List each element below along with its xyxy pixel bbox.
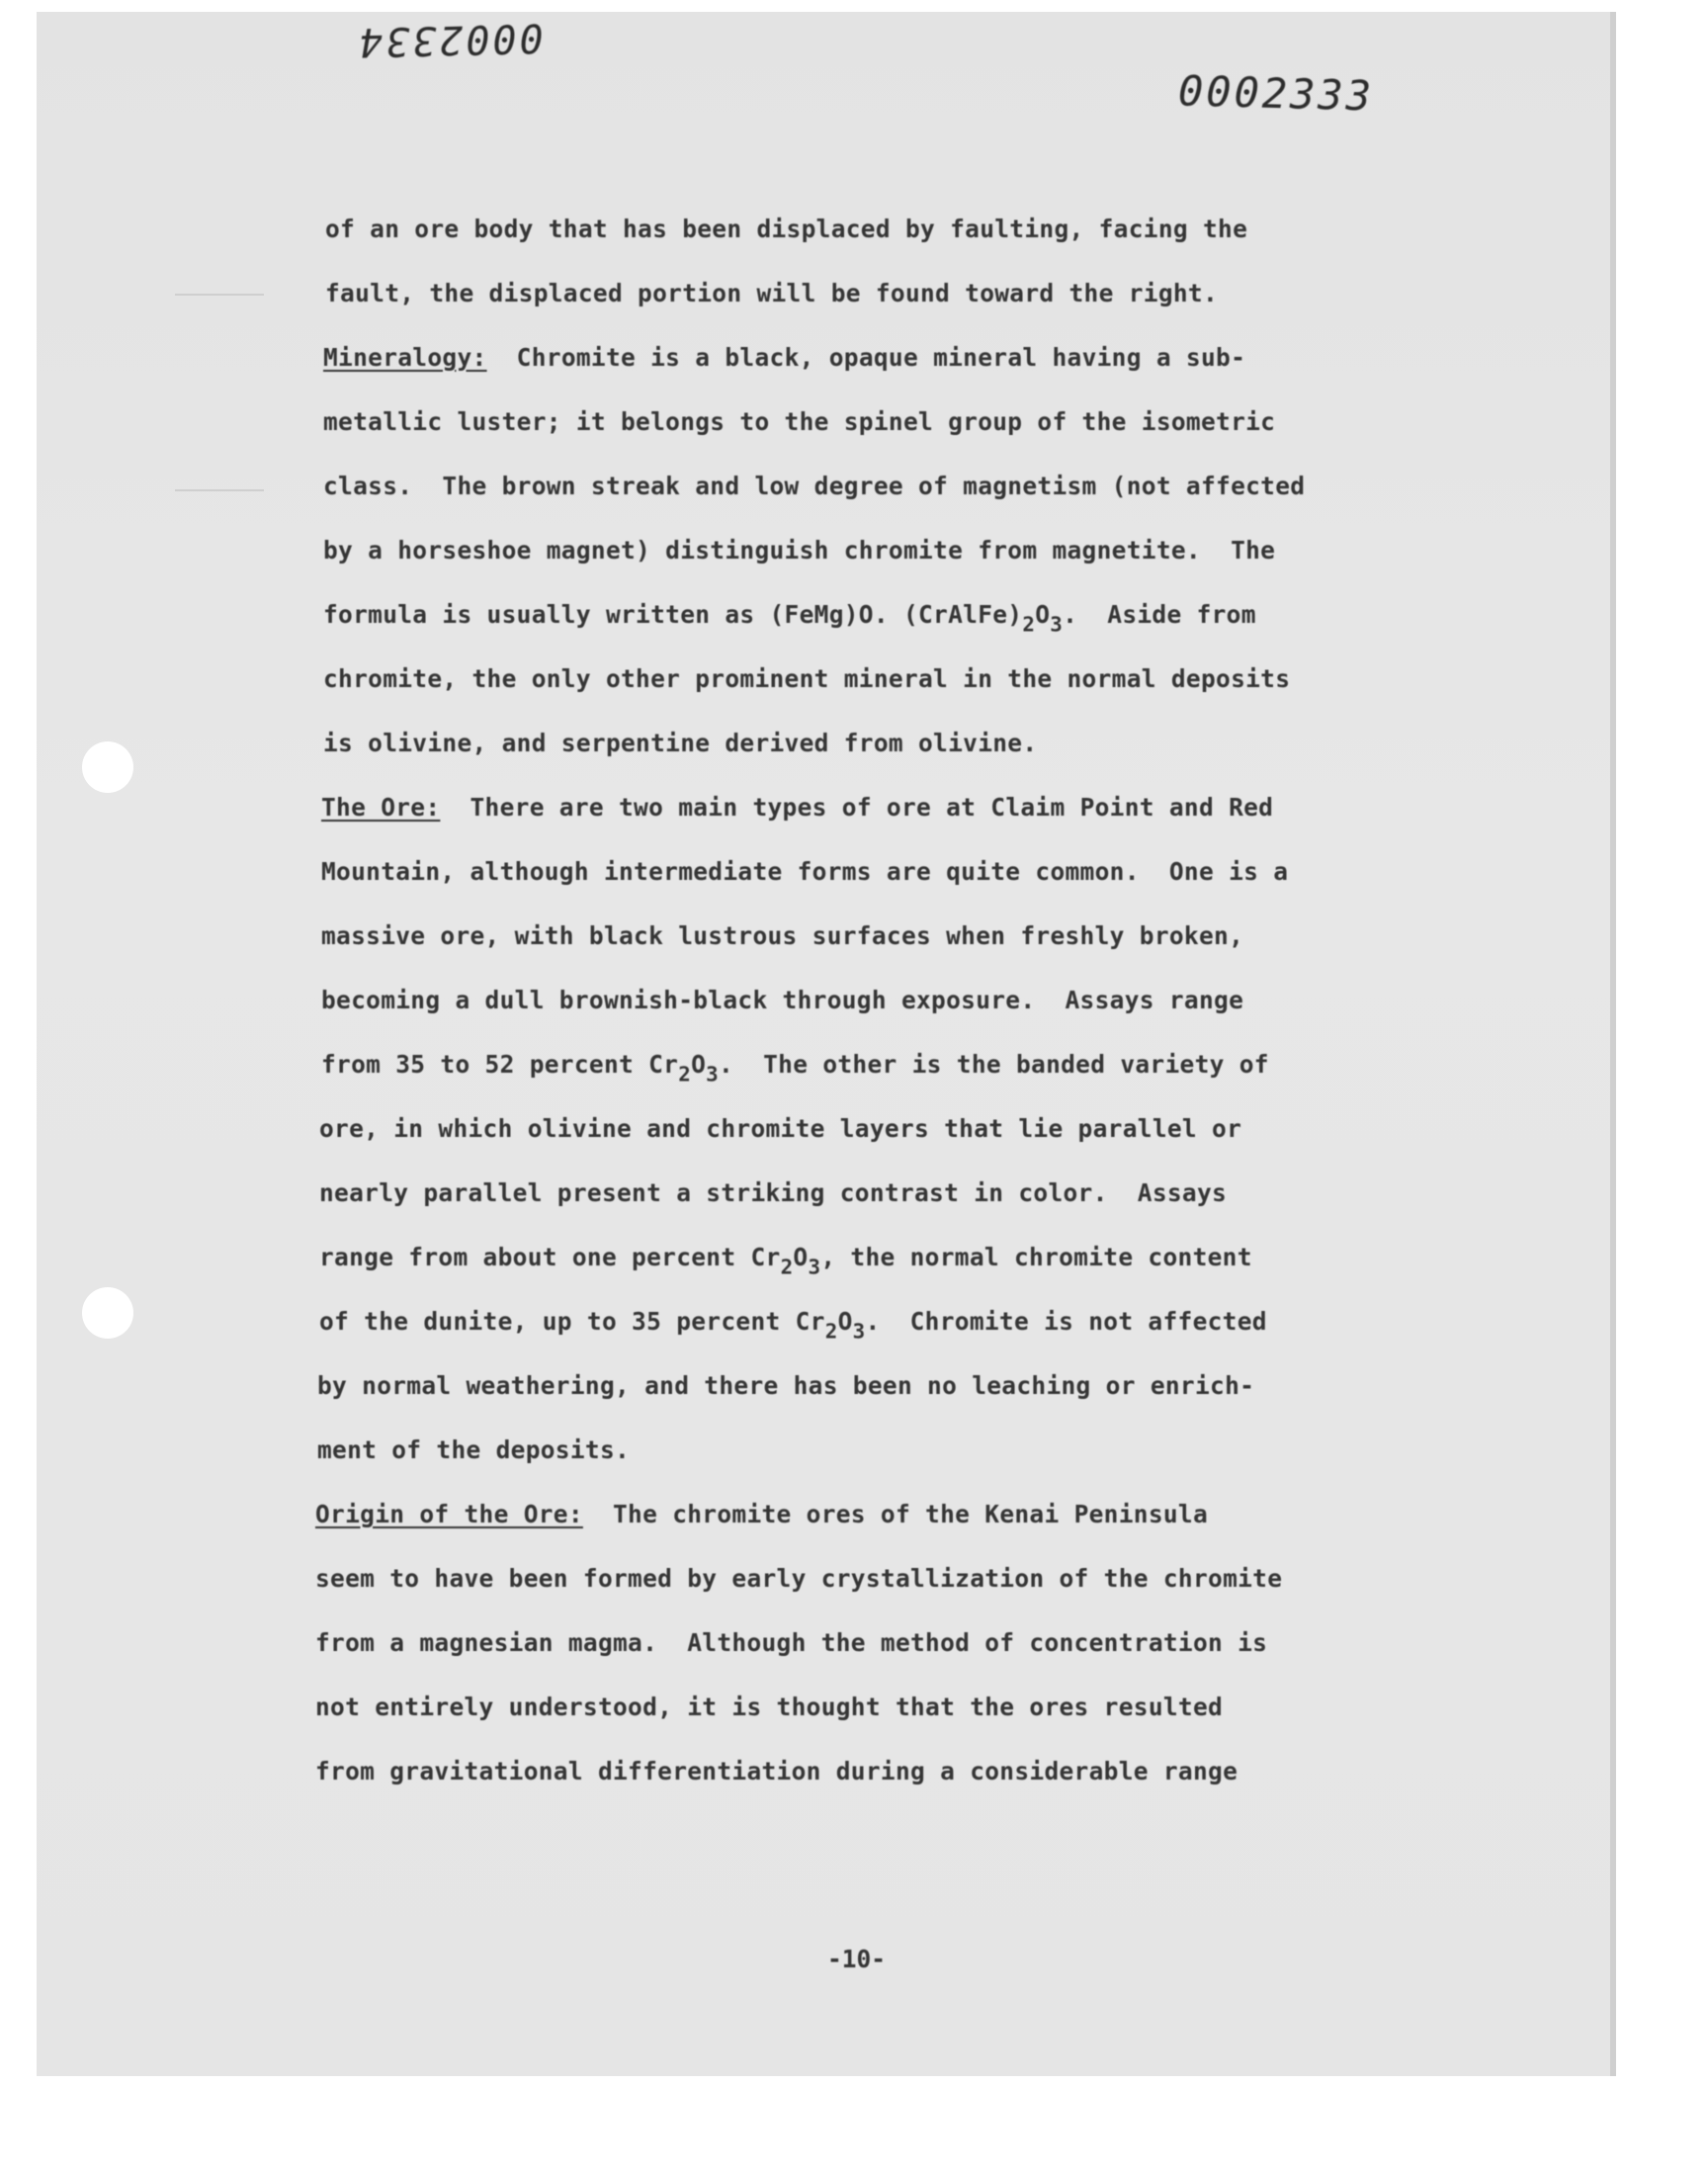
- text-line: by normal weathering, and there has been no leaching or enrich-: [317, 1371, 1255, 1400]
- subscript: 3: [1050, 612, 1064, 637]
- subscript: 3: [706, 1062, 719, 1087]
- text-line: nearly parallel present a striking contrast in color. Assays: [319, 1178, 1228, 1207]
- document-page: [37, 12, 1616, 2076]
- text-run: . Chromite is not affected: [865, 1307, 1267, 1336]
- text-line: [321, 793, 1273, 822]
- text-run: The chromite ores of the Kenai Peninsula: [582, 1500, 1209, 1528]
- text-line: becoming a dull brownish-black through exposure. Assays range: [321, 986, 1244, 1014]
- text-line: by a horseshoe magnet) distinguish chromite from magnetite. The: [323, 536, 1276, 565]
- text-run: There are two main types of ore at Claim Point and Red: [440, 793, 1274, 822]
- text-line: [323, 600, 1256, 637]
- text-line: seem to have been formed by early crystallization of the chromite: [315, 1564, 1283, 1593]
- text-run: from 35 to 52 percent Cr: [321, 1050, 679, 1079]
- subscript: 3: [852, 1319, 866, 1344]
- text-line: metallic luster; it belongs to the spinel group of the isometric: [323, 407, 1276, 436]
- text-line: from a magnesian magma. Although the method of concentration is: [315, 1628, 1268, 1657]
- subscript: 2: [780, 1255, 794, 1279]
- text-line: from gravitational differentiation during a considerable range: [315, 1757, 1238, 1785]
- text-run: O: [691, 1050, 707, 1079]
- text-line: [321, 1050, 1269, 1087]
- text-line: class. The brown streak and low degree of magnetism (not affected: [323, 472, 1306, 500]
- subscript: 3: [808, 1255, 821, 1279]
- section-heading-the-ore: The Ore:: [321, 793, 441, 822]
- section-heading-mineralogy: Mineralogy:: [323, 343, 487, 372]
- page-number: -10-: [827, 1945, 887, 1973]
- text-run: O: [793, 1243, 809, 1271]
- text-line: [315, 1500, 1208, 1528]
- text-line: [323, 343, 1245, 372]
- document-number-stamp-inverted: 0002334: [355, 14, 545, 65]
- text-line: massive ore, with black lustrous surfaces when freshly broken,: [321, 921, 1244, 950]
- body-text: [37, 12, 1616, 2076]
- text-line: not entirely understood, it is thought that the ores resulted: [315, 1693, 1224, 1721]
- text-run: Chromite is a black, opaque mineral having a sub-: [486, 343, 1246, 372]
- section-heading-origin-of-the-ore: Origin of the Ore:: [315, 1500, 583, 1528]
- text-line: ore, in which olivine and chromite layers that lie parallel or: [319, 1114, 1242, 1143]
- text-line: Mountain, although intermediate forms are quite common. One is a: [321, 857, 1289, 886]
- subscript: 2: [824, 1319, 838, 1344]
- text-line: [319, 1307, 1267, 1344]
- text-line: [319, 1243, 1252, 1279]
- text-line: of an ore body that has been displaced by faulting, facing the: [325, 215, 1248, 243]
- text-line: is olivine, and serpentine derived from olivine.: [323, 729, 1038, 757]
- text-run: formula is usually written as (FeMg)O. (CrAlFe): [323, 600, 1023, 629]
- text-run: range from about one percent Cr: [319, 1243, 781, 1271]
- text-line: fault, the displaced portion will be found toward the right.: [325, 279, 1219, 307]
- text-run: of the dunite, up to 35 percent Cr: [319, 1307, 825, 1336]
- text-line: ment of the deposits.: [317, 1436, 631, 1464]
- text-line: chromite, the only other prominent mineral in the normal deposits: [323, 664, 1291, 693]
- text-run: O: [837, 1307, 853, 1336]
- text-run: , the normal chromite content: [820, 1243, 1252, 1271]
- subscript: 2: [1022, 612, 1036, 637]
- text-run: . Aside from: [1063, 600, 1256, 629]
- document-number-stamp: 0002333: [1177, 66, 1375, 121]
- subscript: 2: [678, 1062, 692, 1087]
- text-run: . The other is the banded variety of: [718, 1050, 1269, 1079]
- text-run: O: [1035, 600, 1051, 629]
